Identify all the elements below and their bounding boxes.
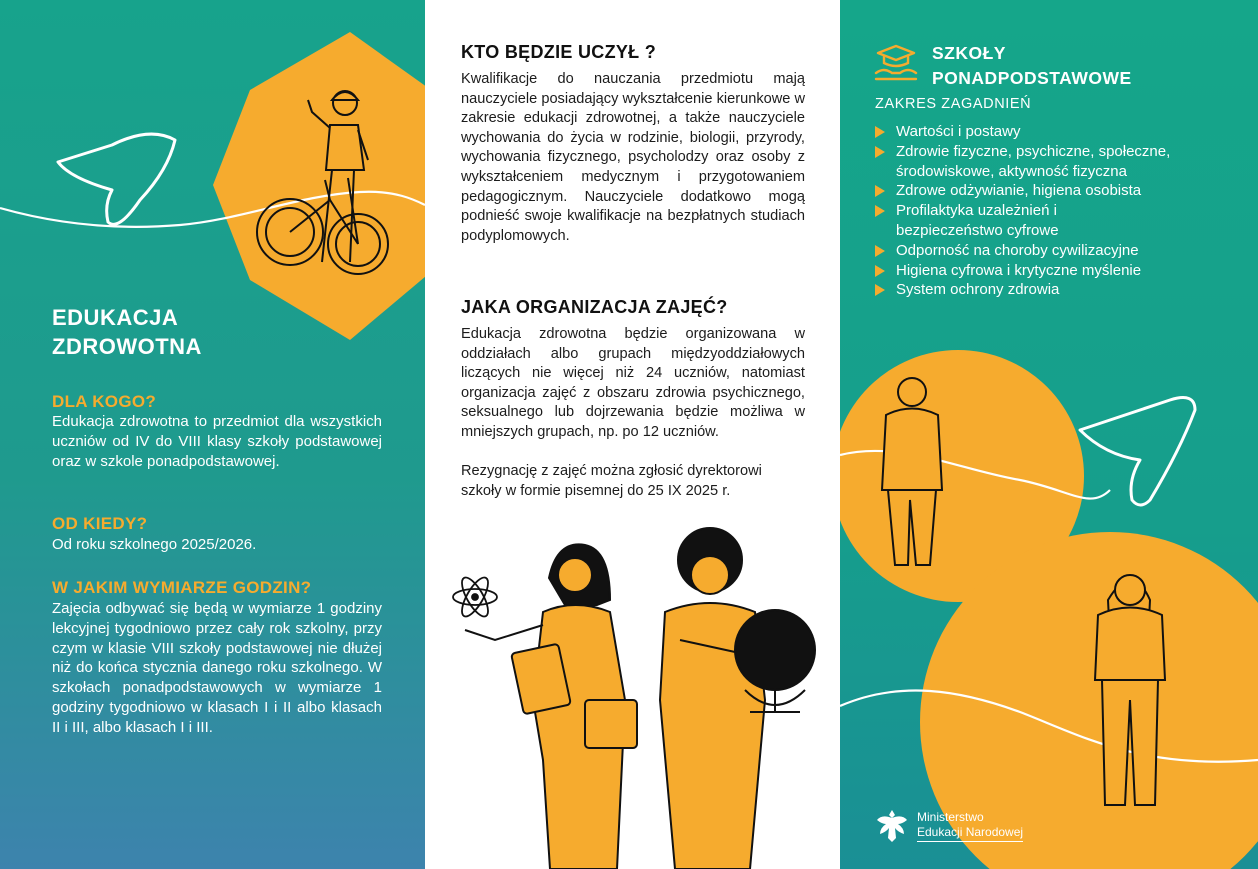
section-heading-for-whom: DLA KOGO? [52, 392, 157, 411]
main-title-line1: EDUKACJA [52, 305, 179, 330]
middle-panel [425, 0, 840, 869]
list-item: Higiena cyfrowa i krytyczne myślenie [875, 261, 1195, 281]
main-title [52, 303, 202, 361]
male-teacher-figure [660, 528, 815, 869]
main-title-line2: ZDROWOTNA [52, 334, 202, 359]
section-heading-since-when: OD KIEDY? [52, 514, 148, 533]
ministry-name [917, 810, 1023, 842]
topics-list [875, 122, 1195, 300]
topics-subtitle: ZAKRES ZAGADNIEŃ [875, 96, 1032, 112]
bullet-triangle-icon [875, 146, 885, 158]
paper-plane-outline-icon-right [1080, 398, 1195, 505]
bullet-triangle-icon [875, 185, 885, 197]
ministry-logo [874, 806, 1023, 846]
list-item: Odporność na choroby cywilizacyjne [875, 241, 1195, 261]
section-text-organization: Edukacja zdrowotna będzie organizowana w oddziałach albo grupach międzyoddziałowych liczących nie więcej niż 24 uczniów, natomiast organizacja zajęć z obszaru zdrowia psychicznego, seksualnego lub dojrzewania będzie możliwa w mniejszych grupach, np. po 12 uczniów. [461, 326, 805, 440]
bullet-triangle-icon [875, 126, 885, 138]
bullet-triangle-icon [875, 284, 885, 296]
teachers-illustration [425, 0, 840, 869]
eagle-emblem-icon [874, 806, 910, 846]
hands-graduation-cap-icon [874, 43, 918, 83]
right-title-line2: PONADPODSTAWOWE [932, 68, 1132, 88]
left-panel [0, 0, 425, 869]
list-item: Zdrowe odżywianie, higiena osobista [875, 181, 1195, 201]
ministry-name-line1: Ministerstwo [917, 810, 984, 824]
orange-hexagon [213, 32, 425, 340]
section-text-resignation: Rezygnację z zajęć można zgłosić dyrektorowi szkoły w formie pisemnej do 25 IX 2025 r. [461, 463, 762, 499]
atom-icon [453, 574, 497, 620]
section-text-who-teaches: Kwalifikacje do nauczania przedmiotu mają nauczyciele posiadający wykształcenie kierunkowe w zakresie edukacji zdrowotnej, a także nauczyciele wychowania do życia w rodzinie, biologii, przyrody, wychowania fizycznego, psycholodzy oraz osoby z wykształceniem medycznym i przygotowaniem pedagogicznym. Nauczyciele dodatkowo mogą podnieść swoje kwalifikacje na bezpłatnych studiach podyplomowych. [461, 71, 805, 244]
bullet-triangle-icon [875, 245, 885, 257]
female-teacher-figure [465, 544, 637, 869]
section-heading-hours: W JAKIM WYMIARZE GODZIN? [52, 578, 312, 597]
list-item: System ochrony zdrowia [875, 280, 1195, 300]
bullet-triangle-icon [875, 205, 885, 217]
right-panel [840, 0, 1258, 869]
list-item: Profilaktyka uzależnień i bezpieczeństwo cyfrowe [875, 201, 1075, 241]
section-heading-who-teaches: KTO BĘDZIE UCZYŁ ? [461, 42, 657, 62]
right-title-line1: SZKOŁY [932, 43, 1006, 63]
paper-plane-outline-icon [58, 134, 175, 224]
right-title [932, 41, 1132, 91]
ministry-name-line2: Edukacji Narodowej [917, 825, 1023, 842]
list-item: Zdrowie fizyczne, psychiczne, społeczne, środowiskowe, aktywność fizyczna [875, 142, 1195, 182]
list-item: Wartości i postawy [875, 122, 1195, 142]
section-heading-organization: JAKA ORGANIZACJA ZAJĘĆ? [461, 297, 728, 317]
section-text-since-when: Od roku szkolnego 2025/2026. [52, 536, 257, 553]
section-text-hours: Zajęcia odbywać się będą w wymiarze 1 godziny lekcyjnej tygodniowo przez cały rok szkolny, przy czym w klasie VIII szkoły podstawowej nie dłużej niż do końca stycznia danego roku szkolnego. W szkołach ponadpodstawowych w wymiarze 1 godziny tygodniowo w klasach I i II albo klasach II i III, albo klasach I i III. [52, 600, 382, 736]
section-text-for-whom: Edukacja zdrowotna to przedmiot dla wszystkich uczniów od IV do VIII klasy szkoły podstawowej oraz w szkole ponadpodstawowej. [52, 413, 382, 470]
bullet-triangle-icon [875, 265, 885, 277]
